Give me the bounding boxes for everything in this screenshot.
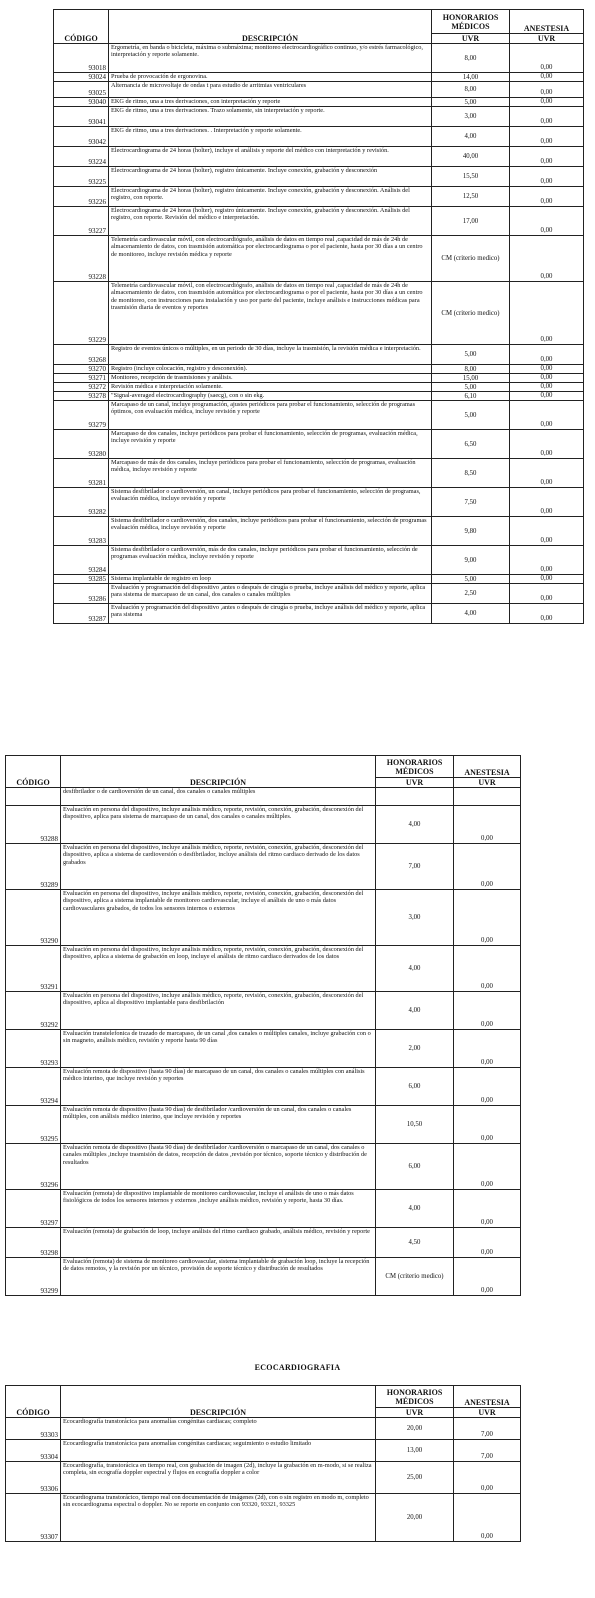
procedure-description: Evaluación en persona del dispositivo, incluye análisis médico, reporte, revisión, conexión, grabación, desconexión del dispositivo, aplica a sistema de grabación en loop, incluye el análisis de ritmo cardiaco derivados de los datos [61,946,376,992]
procedure-description: Ecocardiografía, transtorácica en tiempo real, con grabación de imagen (2d), incluye la grabación en m-modo, si se realiza completa, sin ecografía doppler espectral y flujos en ecografía doppler a color [61,1462,376,1494]
anestesia-value: 0,00 [510,127,584,147]
procedure-code: 93297 [6,1190,61,1228]
procedure-description: EKG de ritmo, una a tres derivaciones. Trazo solamente, sin interpretación y reporte. [109,107,432,127]
table-row [54,365,584,374]
anestesia-value: 0,00 [454,1106,521,1144]
procedure-code: 93228 [54,236,109,282]
honorarios-value: 40,00 [432,147,510,167]
procedure-description: Registro de eventos únicos o múltiples, en un periodo de 30 días, incluye la trasmisión, la revisión médica e interpretación. [109,345,432,365]
procedure-code: 93298 [6,1228,61,1258]
honorarios-value: 2,50 [432,584,510,604]
procedure-code: 93284 [54,546,109,575]
uvr-header: UVR [432,34,510,44]
table-row [54,44,584,73]
procedure-description: Ergometría, en banda o bicicleta, máxima o submáxima; monitoreo electrocardiográfico continuo, y/o estrés farmacológico, interpretación y reporte solamente. [109,44,432,73]
table-row [54,345,584,365]
honorarios-value: 13,00 [376,1440,454,1462]
uvr-header: UVR [454,778,521,788]
code-header: CÓDIGO [6,756,61,788]
anestesia-value: 0,00 [510,44,584,73]
uvr-header: UVR [376,1408,454,1418]
procedure-description: Ecocardiografía transtorácica para anomalías congénitas cardiacas; seguimiento o estudio limitado [61,1440,376,1462]
table2-body [6,788,521,806]
code-header: CÓDIGO [6,1386,61,1418]
procedure-code: 93286 [54,584,109,604]
anestesia-value: 0,00 [510,488,584,517]
procedure-description: Ecocardiograma transtorácico, tiempo real con documentación de imágenes (2d), con o sin registro en modo m, completo sin ecocardiograma espectral o doppler. No se reporte en conjunto con 93320, 93321, 93325 [61,1494,376,1542]
procedure-description: Evaluación en persona del dispositivo, incluye análisis médico, reporte, revisión, conexión, grabación, desconexión del dispositivo, aplica al dispositivo implantable para desfibrilación [61,992,376,1030]
honorarios-value: 12,50 [432,187,510,207]
table-row [54,98,584,107]
table-row [54,584,584,604]
table-row [6,1030,521,1068]
anestesia-value: 0,00 [454,890,521,946]
honorarios-value: 8,50 [432,459,510,488]
anestesia-value: 0,00 [454,1258,521,1296]
procedure-description: Telemetría cardiovascular móvil, con electrocardiógrafo, análisis de datos en tiempo real ,capacidad de más de 24h de almacenamiento de datos, con trasmisión automática por electrocardiograma o por el paciente, hasta por 30 días a un centro de monitoreo, con instrucciones para instalación y uso por parte del paciente, incluye análisis e instrucciones médicas para trasmisión diaria de eventos y reportes [109,282,432,345]
honorarios-value: 3,00 [376,890,454,946]
table-row [6,1068,521,1106]
anestesia-value: 0,00 [510,107,584,127]
procedure-code: 93290 [6,890,61,946]
table-row [54,82,584,98]
honorarios-value: 5,00 [432,383,510,392]
table-row [54,488,584,517]
procedure-description: Evaluación remota de dispositivo (hasta 90 días) de marcapaso de un canal, dos canales o canales múltiples con análisis médico interino, que incluye revisión y reportes [61,1068,376,1106]
table-row [54,383,584,392]
table-row [6,1258,521,1296]
table-row [6,1228,521,1258]
procedure-description: Sistema implantable de registro en loop [109,575,432,584]
description-header: DESCRIPCIÓN [61,756,376,788]
procedure-description: Sistema desfibrilador o cardioversión, más de dos canales, incluye periódicos para probar el funcionamiento, selección de programas evaluación médica, incluye revisión y reporte [109,546,432,575]
procedure-description: Electrocardiograma de 24 horas (holter), registro únicamente. Incluye conexión, grabación y desconexión. Análisis del registro, con reporte. Revisión del médico e interpretación. [109,207,432,236]
table-row [54,401,584,430]
honorarios-value: 20,00 [376,1494,454,1542]
procedure-description: Registro (incluye colocación, registro y desconexión). [109,365,432,374]
procedure-code: 93040 [54,98,109,107]
table-row [6,1494,521,1542]
procedure-code: 93268 [54,345,109,365]
honorarios-value: CM (criterio medico) [376,1258,454,1296]
procedure-code: 93307 [6,1494,61,1542]
honorarios-value: 14,00 [432,73,510,82]
honorarios-value: 15,00 [432,374,510,383]
anestesia-value: 0,00 [510,345,584,365]
procedure-description: Evaluación (remota) de sistema de monitoreo cardiovascular, sistema implantable de grabación loop, incluye la recepción de datos remotos, y la revisión por un técnico, provisión de soporte técnico y distribución de resultados [61,1258,376,1296]
procedure-code: 93018 [54,44,109,73]
table1-body [54,44,584,624]
fee-table-1 [53,9,584,624]
procedure-code: 93224 [54,147,109,167]
table-row [54,546,584,575]
procedure-code: 93293 [6,1030,61,1068]
procedure-code: 93292 [6,992,61,1030]
honorarios-value: CM (criterio medico) [432,236,510,282]
anestesia-value: 0,00 [510,459,584,488]
description-header: DESCRIPCIÓN [61,1386,376,1418]
anestesia-value: 0,00 [510,584,584,604]
procedure-description: Revisión médica e interpretación solamente. [109,383,432,392]
anestesia-value: 0,00 [454,992,521,1030]
honorarios-value: 8,00 [432,365,510,374]
honorarios-value: 9,00 [432,546,510,575]
anestesia-value: 0,00 [510,517,584,546]
procedure-code: 93229 [54,282,109,345]
table-row [6,992,521,1030]
procedure-code: 93271 [54,374,109,383]
anestesia-value: 0,00 [510,604,584,624]
anestesia-header: ANESTESIA [454,1386,521,1408]
anestesia-value: 0,00 [510,98,584,107]
anestesia-value: 0,00 [510,392,584,401]
uvr-header: UVR [510,34,584,44]
procedure-code: 93042 [54,127,109,147]
honorarios-value: 8,00 [432,82,510,98]
anestesia-value: 0,00 [510,282,584,345]
table-row [6,890,521,946]
procedure-code: 93303 [6,1418,61,1440]
table3-body [6,1418,521,1542]
table-row [54,604,584,624]
procedure-description: Evaluación en persona del dispositivo, incluye análisis médico, reporte, revisión, conexión, grabación, desconexión del dispositivo, aplica a sistema implantable de monitoreo cardiovascular, incluye el análisis de uno o más datos cardiovasculares grabados, de todos los sensores internos o externos [61,890,376,946]
honorarios-value: 9,80 [432,517,510,546]
honorarios-value: 5,00 [432,575,510,584]
anestesia-value: 0,00 [454,946,521,992]
table-row [54,73,584,82]
procedure-code: 93024 [54,73,109,82]
anestesia-value: 0,00 [510,167,584,187]
honorarios-value: 6,10 [432,392,510,401]
procedure-code: 93296 [6,1144,61,1190]
honorarios-value: 4,00 [376,946,454,992]
table-row [6,1418,521,1440]
anestesia-value: 0,00 [454,1228,521,1258]
procedure-description: Sistema desfibrilador o cardioversión, dos canales, incluye periódicos para probar el funcionamiento, selección de programas evaluación médica, incluye revisión y reporte [109,517,432,546]
anestesia-value: 0,00 [454,844,521,890]
honorarios-value: 4,00 [432,604,510,624]
procedure-description: Marcapaso de un canal, incluye programación, ajustes periódicos para probar el funcionamiento, selección de programas óptimos, con evaluación médica, incluye revisión y reporte [109,401,432,430]
anestesia-value: 0,00 [454,806,521,844]
fee-table-2 [5,755,521,1296]
anestesia-value: 0,00 [510,374,584,383]
table-row [54,430,584,459]
table-row [6,1106,521,1144]
anestesia-value: 0,00 [454,1144,521,1190]
procedure-code: 93025 [54,82,109,98]
table-row [54,107,584,127]
table-row [54,207,584,236]
procedure-code: 93299 [6,1258,61,1296]
table-row [6,1440,521,1462]
honorarios-value: 3,00 [432,107,510,127]
procedure-description: Ecocardiografía transtorácica para anomalías congénitas cardiacas; completo [61,1418,376,1440]
procedure-description: Prueba de provocación de ergonovina. [109,73,432,82]
anestesia-value: 7,00 [454,1440,521,1462]
continuation-row [6,788,521,806]
table-row [54,236,584,282]
honorarios-value: 20,00 [376,1418,454,1440]
procedure-description: EKG de ritmo, una a tres derivaciones. . Interpretación y reporte solamente. [109,127,432,147]
procedure-description: Marcapaso de dos canales, incluye periódicos para probar el funcionamiento, selección de programas, evaluación médica, incluye revisión y reporte [109,430,432,459]
table-row [54,459,584,488]
honorarios-value: 6,00 [376,1144,454,1190]
anestesia-value: 0,00 [454,1190,521,1228]
table-row [54,517,584,546]
procedure-description: Evaluación en persona del dispositivo, incluye análisis médico, reporte, revisión, conexión, grabación, desconexión del dispositivo, aplica para sistema de marcapaso de un canal, dos canales o canales múltiples. [61,806,376,844]
anestesia-value: 7,00 [454,1418,521,1440]
table-row [54,282,584,345]
procedure-code: 93289 [6,844,61,890]
table-row [54,575,584,584]
anestesia-value: 0,00 [510,82,584,98]
honorarios-value: 8,00 [432,44,510,73]
honorarios-value: 10,50 [376,1106,454,1144]
procedure-code: 93283 [54,517,109,546]
anestesia-value: 0,00 [454,1494,521,1542]
table-row [54,127,584,147]
anestesia-value: 0,00 [510,430,584,459]
honorarios-value: 4,00 [432,127,510,147]
procedure-code: 93280 [54,430,109,459]
procedure-code: 93226 [54,187,109,207]
table-row [54,392,584,401]
procedure-code: 93270 [54,365,109,374]
anestesia-value: 0,00 [510,575,584,584]
procedure-code: 93295 [6,1106,61,1144]
table-row [6,1462,521,1494]
anestesia-value: 0,00 [454,1030,521,1068]
honorarios-value: CM (criterio medico) [432,282,510,345]
procedure-code: 93285 [54,575,109,584]
procedure-code: 93278 [54,392,109,401]
procedure-description: Alternancia de microvoltaje de ondas t para estudio de arritmias ventriculares [109,82,432,98]
procedure-description: EKG de ritmo, una a tres derivaciones, con interpretación y reporte [109,98,432,107]
table-row [54,147,584,167]
procedure-code: 93282 [54,488,109,517]
honorarios-header: HONORARIOS MÉDICOS [376,756,454,778]
procedure-code: 93294 [6,1068,61,1106]
section-title: ECOCARDIOGRAFIA [254,1363,341,1372]
procedure-description: Electrocardiograma de 24 horas (holter), registro únicamente. Incluye conexión, grabación y desconexión. Análisis del registro, con reporte. [109,187,432,207]
procedure-description: Evaluación remota de dispositivo (hasta 90 días) de desfibrilador /cardioversión de un canal, dos canales o canales múltiples, con análisis médico interino, que incluye revisión y reportes [61,1106,376,1144]
honorarios-header: HONORARIOS MÉDICOS [432,10,510,34]
anestesia-value: 0,00 [454,1068,521,1106]
procedure-code: 93306 [6,1462,61,1494]
procedure-code: 93227 [54,207,109,236]
procedure-description: Electrocardiograma de 24 horas (holter), registro únicamente. Incluye conexión, grabación y desconexión [109,167,432,187]
procedure-code: 93281 [54,459,109,488]
procedure-description: Evaluación transtelefonica de trazado de marcapaso, de un canal ,dos canales o múltiples canales, incluye grabación con o sin magneto, análisis médico, revisión y reporte hasta 90 días [61,1030,376,1068]
table-row [6,946,521,992]
table2-rows [6,806,521,1296]
procedure-description: Evaluación (remota) de dispositivo implantable de monitoreo cardiovascular, incluye el análisis de uno o más datos fisiológicos de todos los sensores internos y externos ,incluye análisis médico, revisión y reporte, hasta 30 días. [61,1190,376,1228]
procedure-description: Evaluación y programación del dispositivo ,antes o después de cirugía o prueba, incluye análisis del médico y reporte, aplica para sistema de marcapaso de un canal, dos canales o canales múltiples [109,584,432,604]
uvr-header: UVR [454,1408,521,1418]
procedure-description: Evaluación y programación del dispositivo ,antes o después de cirugía o prueba, incluye análisis del médico y reporte, aplica para sistema [109,604,432,624]
procedure-description: Evaluación en persona del dispositivo, incluye análisis médico, reporte, revisión, conexión, grabación, desconexión del dispositivo, aplica a sistema de cardioversión o desfibrilador, incluye análisis del ritmo cardiaco derivado de los datos grabados [61,844,376,890]
honorarios-value: 4,00 [376,992,454,1030]
anestesia-value: 0,00 [510,187,584,207]
anestesia-value: 0,00 [510,365,584,374]
honorarios-value: 5,00 [432,98,510,107]
table-row [6,1144,521,1190]
table-row [6,806,521,844]
fee-table-3 [5,1385,521,1542]
procedure-description: Electrocardiograma de 24 horas (holter), incluye el análisis y reporte del médico con interpretación y revisión. [109,147,432,167]
honorarios-value: 25,00 [376,1462,454,1494]
table-row [6,844,521,890]
anestesia-header: ANESTESIA [454,756,521,778]
table-row [6,1190,521,1228]
procedure-code: 93304 [6,1440,61,1462]
description-header: DESCRIPCIÓN [109,10,432,44]
code-header: CÓDIGO [54,10,109,44]
procedure-description: Evaluación (remota) de grabación de loop, incluye análisis del ritmo cardiaco grabado, análisis médico, revisión y reporte [61,1228,376,1258]
honorarios-value: 7,00 [376,844,454,890]
procedure-description: Marcapaso de más de dos canales, incluye periódicos para probar el funcionamiento, selección de programas, evaluación médica, incluye revisión y reporte [109,459,432,488]
procedure-code: 93288 [6,806,61,844]
table-row [54,187,584,207]
table-row [54,167,584,187]
honorarios-value: 5,00 [432,401,510,430]
honorarios-value: 15,50 [432,167,510,187]
procedure-description: "Signal-averaged electrocardiography (saecg), con o sin ekg. [109,392,432,401]
procedure-code: 93041 [54,107,109,127]
procedure-code: 93291 [6,946,61,992]
anestesia-header: ANESTESIA [510,10,584,34]
procedure-description: Telemetría cardiovascular móvil, con electrocardiógrafo, análisis de datos en tiempo real ,capacidad de más de 24h de almacenamiento de datos, con trasmisión automática por electrocardiograma o por el paciente, hasta por 30 días a un centro de monitoreo, incluye revisión médica y reporte [109,236,432,282]
procedure-description: Evaluación remota de dispositivo (hasta 90 días) de desfibrilador /cardioversión o marcapaso de un canal, dos canales o canales múltiples ,incluye trasmisión de datos, recepción de datos ,revisión por técnico, soporte técnico y distribución de resultados [61,1144,376,1190]
anestesia-value: 0,00 [510,236,584,282]
table-row [54,374,584,383]
anestesia-value: 0,00 [510,147,584,167]
procedure-code: 93287 [54,604,109,624]
procedure-code: 93279 [54,401,109,430]
procedure-description: Sistema desfibrilador o cardioversión, un canal, incluye periódicos para probar el funcionamiento, selección de programas, evaluación médica, incluye revisión y reporte [109,488,432,517]
procedure-code: 93225 [54,167,109,187]
uvr-header: UVR [376,778,454,788]
honorarios-value: 4,00 [376,1190,454,1228]
honorarios-header: HONORARIOS MÉDICOS [376,1386,454,1408]
honorarios-value: 17,00 [432,207,510,236]
anestesia-value: 0,00 [510,383,584,392]
honorarios-value: 5,00 [432,345,510,365]
anestesia-value: 0,00 [510,546,584,575]
anestesia-value: 0,00 [510,401,584,430]
honorarios-value: 4,00 [376,806,454,844]
honorarios-value: 6,00 [376,1068,454,1106]
honorarios-value: 6,50 [432,430,510,459]
anestesia-value: 0,00 [454,1462,521,1494]
honorarios-value: 2,00 [376,1030,454,1068]
continuation-text: desfibrilador o de cardioversión de un canal, dos canales o canales múltiples [61,788,376,806]
procedure-code: 93272 [54,383,109,392]
procedure-description: Monitoreo, recepción de trasmisiones y análisis. [109,374,432,383]
anestesia-value: 0,00 [510,207,584,236]
honorarios-value: 4,50 [376,1228,454,1258]
honorarios-value: 7,50 [432,488,510,517]
anestesia-value: 0,00 [510,73,584,82]
